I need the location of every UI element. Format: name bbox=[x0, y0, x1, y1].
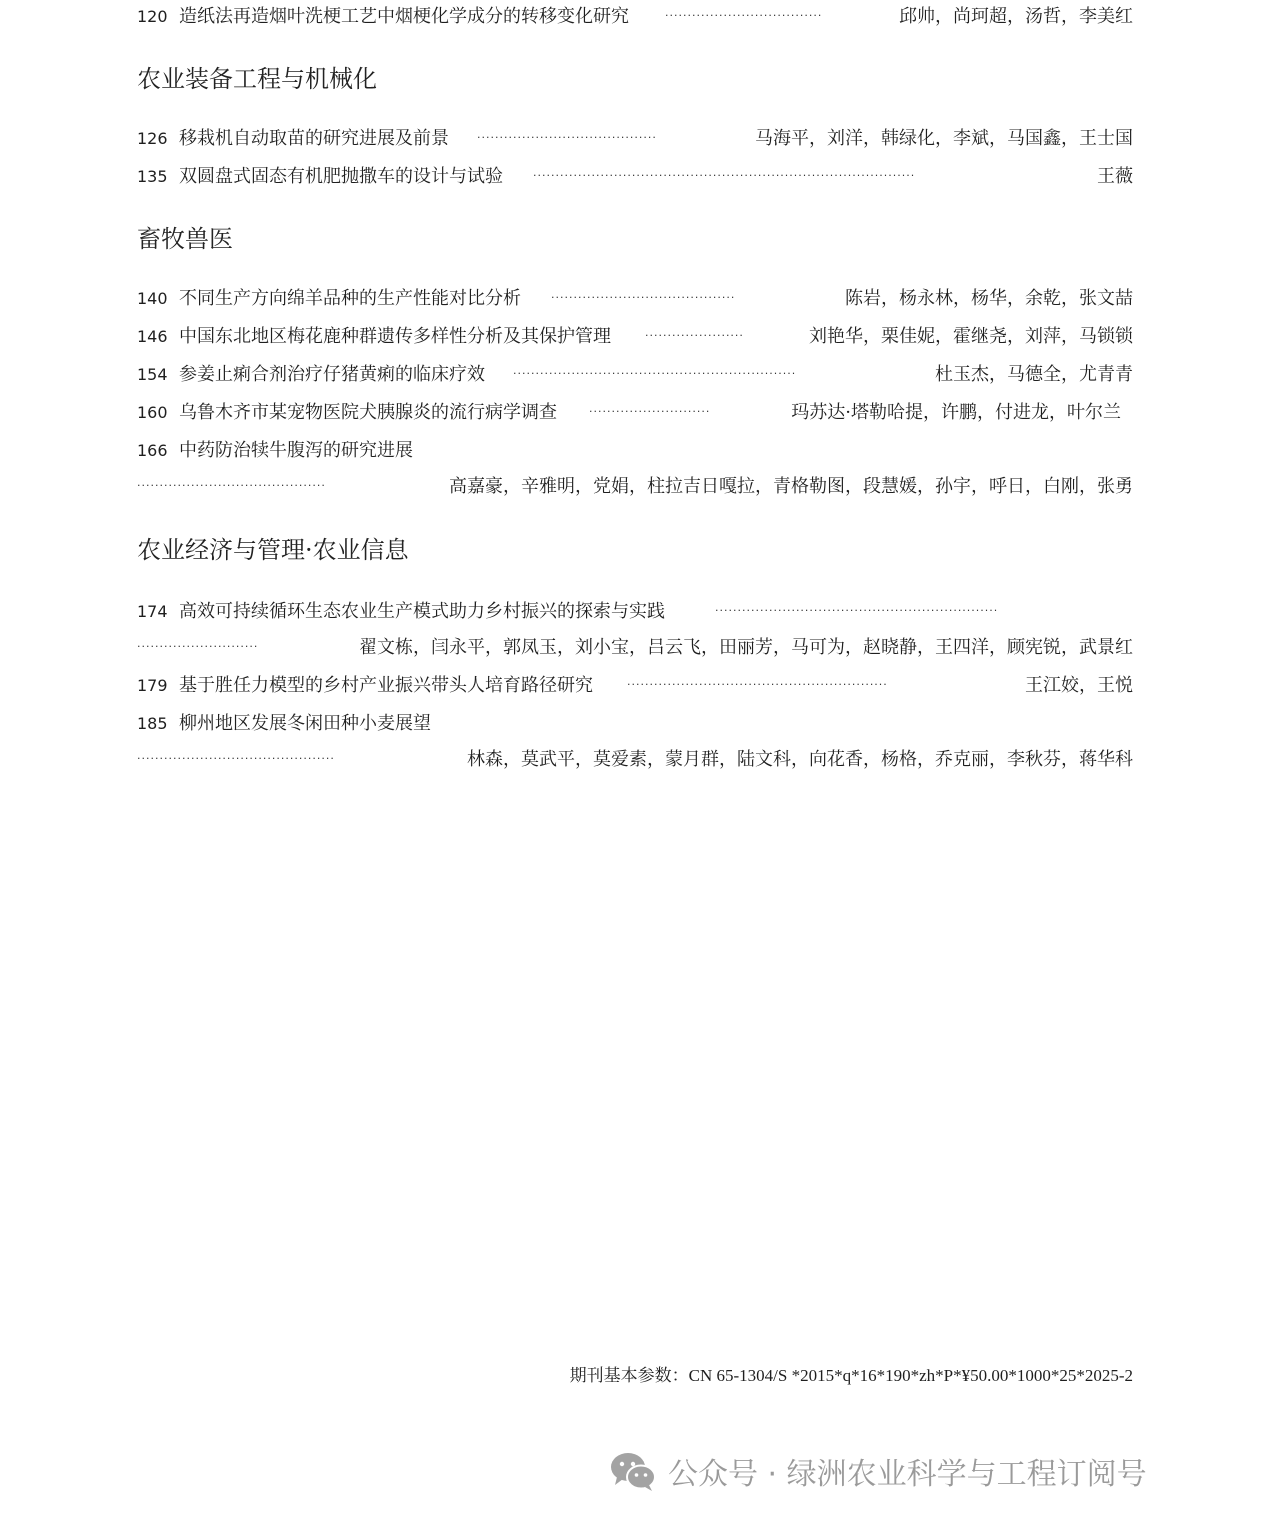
toc-entry bbox=[137, 709, 1133, 739]
toc-page-number: 146 bbox=[137, 327, 168, 346]
toc-article-title: 基于胜任力模型的乡村产业振兴带头人培育路径研究 bbox=[179, 675, 593, 696]
toc-article-title: 中药防治犊牛腹泻的研究进展 bbox=[179, 440, 413, 461]
toc-authors: 王薇 bbox=[1097, 166, 1133, 187]
toc-entry bbox=[137, 162, 1133, 192]
toc-leader-dots: .......................................... bbox=[137, 476, 326, 489]
toc-entry bbox=[137, 671, 1133, 701]
toc-leader-dots: ..................................................................................... bbox=[533, 166, 916, 179]
toc-page-number: 166 bbox=[137, 441, 168, 460]
toc-entry bbox=[137, 597, 1133, 627]
toc-article-title: 高效可持续循环生态农业生产模式助力乡村振兴的探索与实践 bbox=[179, 601, 665, 622]
watermark-text: 公众号 · 绿洲农业科学与工程订阅号 bbox=[668, 1457, 1147, 1492]
wechat-icon bbox=[608, 1449, 658, 1493]
toc-authors: 陈岩，杨永林，杨华，余乾，张文喆 bbox=[845, 288, 1133, 309]
toc-entry bbox=[137, 322, 1133, 352]
toc-leader-dots: ......................................... bbox=[551, 288, 736, 301]
toc-authors: 翟文栋，闫永平，郭凤玉，刘小宝，吕云飞，田丽芳，马可为，赵晓静，王四洋，顾宪锐，武景红 bbox=[359, 637, 1133, 658]
toc-authors: 玛苏达·塔勒哈提，许鹏，付进龙，叶尔兰 bbox=[791, 402, 1121, 423]
toc-leader-dots: .......................................................... bbox=[627, 675, 888, 688]
toc-leader-dots: ...................... bbox=[645, 326, 744, 339]
toc-authors: 高嘉豪，辛雅明，党娟，柱拉吉日嘎拉，青格勒图，段慧媛，孙宇，呼日，白刚，张勇 bbox=[449, 476, 1133, 497]
toc-article-title: 中国东北地区梅花鹿种群遗传多样性分析及其保护管理 bbox=[179, 326, 611, 347]
watermark bbox=[608, 1446, 1147, 1496]
toc-leader-dots: ........................................ bbox=[477, 128, 657, 141]
toc-entry bbox=[137, 398, 1133, 428]
toc-entry-continuation bbox=[137, 633, 1133, 663]
toc-authors: 林森，莫武平，莫爱素，蒙月群，陆文科，向花香，杨格，乔克丽，李秋芬，蒋华科 bbox=[467, 749, 1133, 770]
toc-authors: 杜玉杰，马德全，尤青青 bbox=[935, 364, 1133, 385]
toc-entry-continuation bbox=[137, 745, 1133, 775]
toc-entry bbox=[137, 436, 1133, 466]
toc-page-number: 140 bbox=[137, 289, 168, 308]
toc-entry bbox=[137, 360, 1133, 390]
toc-leader-dots: ............................................ bbox=[137, 749, 335, 762]
toc-authors: 王江姣，王悦 bbox=[1025, 675, 1133, 696]
toc-leader-dots: ........................... bbox=[589, 402, 711, 415]
section-heading: 农业装备工程与机械化 bbox=[137, 65, 377, 93]
toc-page-number: 179 bbox=[137, 676, 168, 695]
toc-entry bbox=[137, 124, 1133, 154]
toc-authors: 马海平，刘洋，韩绿化，李斌，马国鑫，王士国 bbox=[755, 128, 1133, 149]
toc-article-title: 乌鲁木齐市某宠物医院犬胰腺炎的流行病学调查 bbox=[179, 402, 557, 423]
toc-leader-dots: ........................... bbox=[137, 637, 259, 650]
section-heading: 农业经济与管理·农业信息 bbox=[137, 536, 409, 564]
toc-page-number: 120 bbox=[137, 7, 168, 26]
journal-parameters: 期刊基本参数：CN 65-1304/S *2015*q*16*190*zh*P*¥50.00*1000*25*2025-2 bbox=[569, 1366, 1133, 1385]
toc-page-number: 135 bbox=[137, 167, 168, 186]
toc-article-title: 双圆盘式固态有机肥抛撒车的设计与试验 bbox=[179, 166, 503, 187]
toc-article-title: 柳州地区发展冬闲田种小麦展望 bbox=[179, 713, 431, 734]
toc-authors: 刘艳华，栗佳妮，霍继尧，刘萍，马锁锁 bbox=[809, 326, 1133, 347]
toc-leader-dots: ............................................................... bbox=[513, 364, 797, 377]
toc-entry-continuation bbox=[137, 472, 1133, 502]
toc-article-title: 不同生产方向绵羊品种的生产性能对比分析 bbox=[179, 288, 521, 309]
toc-page-number: 174 bbox=[137, 602, 168, 621]
toc-leader-dots: ............................................................... bbox=[715, 601, 999, 614]
toc-page-number: 154 bbox=[137, 365, 168, 384]
toc-article-title: 参姜止痢合剂治疗仔猪黄痢的临床疗效 bbox=[179, 364, 485, 385]
toc-article-title: 造纸法再造烟叶洗梗工艺中烟梗化学成分的转移变化研究 bbox=[179, 6, 629, 27]
toc-leader-dots: ................................... bbox=[665, 6, 823, 19]
toc-page-number: 160 bbox=[137, 403, 168, 422]
toc-page-number: 126 bbox=[137, 129, 168, 148]
toc-entry bbox=[137, 284, 1133, 314]
toc-page-number: 185 bbox=[137, 714, 168, 733]
toc-article-title: 移栽机自动取苗的研究进展及前景 bbox=[179, 128, 449, 149]
toc-authors: 邱帅，尚珂超，汤哲，李美红 bbox=[899, 6, 1133, 27]
toc-entry bbox=[137, 2, 1133, 32]
section-heading: 畜牧兽医 bbox=[137, 225, 233, 253]
